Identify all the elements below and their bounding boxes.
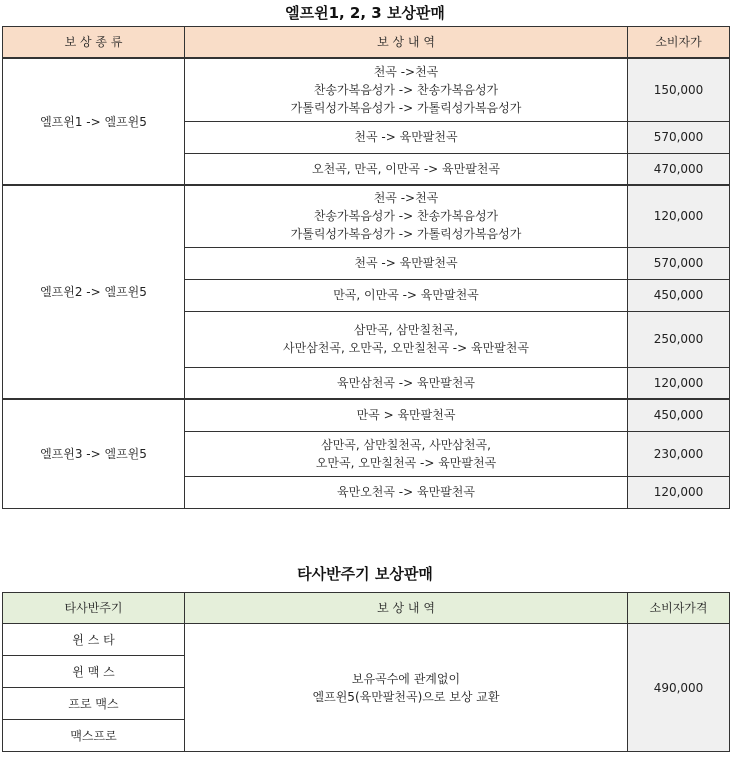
group-label: 엘프윈1 -> 엘프윈5 xyxy=(3,58,185,185)
header-price: 소비자가 xyxy=(628,27,730,59)
row-price: 120,000 xyxy=(628,185,730,247)
row-content: 천곡 ->천곡 찬송가복음성가 -> 찬송가복음성가 가톨릭성가복음성가 -> 가톨릭성가복음성가 xyxy=(185,58,628,121)
row-price: 570,000 xyxy=(628,121,730,153)
row-content: 삼만곡, 삼만칠천곡, 사만삼천곡, 오만곡, 오만칠천곡 -> 육만팔천곡 xyxy=(185,311,628,367)
row-price: 570,000 xyxy=(628,247,730,279)
header-price: 소비자가격 xyxy=(628,593,730,624)
group-label: 엘프윈2 -> 엘프윈5 xyxy=(3,185,185,399)
row-price: 490,000 xyxy=(628,624,730,752)
brand-name: 윈 맥 스 xyxy=(3,656,185,688)
row-content: 오천곡, 만곡, 이만곡 -> 육만팔천곡 xyxy=(185,153,628,185)
table-row xyxy=(3,185,730,247)
table-header-row xyxy=(3,593,730,624)
row-content: 천곡 ->천곡 찬송가복음성가 -> 찬송가복음성가 가톨릭성가복음성가 -> 가톨릭성가복음성가 xyxy=(185,185,628,247)
brand-name: 윈 스 타 xyxy=(3,624,185,656)
row-content: 육만오천곡 -> 육만팔천곡 xyxy=(185,476,628,508)
trade-in-table-other-brands xyxy=(2,592,730,752)
header-type: 보 상 종 류 xyxy=(3,27,185,59)
row-price: 230,000 xyxy=(628,431,730,476)
header-content: 보 상 내 역 xyxy=(185,593,628,624)
row-price: 120,000 xyxy=(628,367,730,399)
trade-in-table-elfwin xyxy=(2,26,730,509)
row-price: 250,000 xyxy=(628,311,730,367)
row-content: 보유곡수에 관계없이 엘프윈5(육만팔천곡)으로 보상 교환 xyxy=(185,624,628,752)
brand-name: 맥스프로 xyxy=(3,720,185,752)
row-price: 120,000 xyxy=(628,476,730,508)
row-price: 470,000 xyxy=(628,153,730,185)
header-type: 타사반주기 xyxy=(3,593,185,624)
table-row xyxy=(3,624,730,656)
row-content: 만곡 > 육만팔천곡 xyxy=(185,399,628,431)
header-content: 보 상 내 역 xyxy=(185,27,628,59)
row-content: 만곡, 이만곡 -> 육만팔천곡 xyxy=(185,279,628,311)
row-content: 삼만곡, 삼만칠천곡, 사만삼천곡, 오만곡, 오만칠천곡 -> 육만팔천곡 xyxy=(185,431,628,476)
row-content: 천곡 -> 육만팔천곡 xyxy=(185,247,628,279)
row-price: 450,000 xyxy=(628,279,730,311)
row-content: 육만삼천곡 -> 육만팔천곡 xyxy=(185,367,628,399)
row-price: 150,000 xyxy=(628,58,730,121)
table-row xyxy=(3,399,730,431)
table-header-row xyxy=(3,27,730,59)
group-label: 엘프윈3 -> 엘프윈5 xyxy=(3,399,185,508)
brand-name: 프로 맥스 xyxy=(3,688,185,720)
table-row xyxy=(3,58,730,121)
section2-title: 타사반주기 보상판매 xyxy=(297,565,433,583)
section1-title: 엘프윈1, 2, 3 보상판매 xyxy=(285,4,445,22)
row-price: 450,000 xyxy=(628,399,730,431)
row-content: 천곡 -> 육만팔천곡 xyxy=(185,121,628,153)
